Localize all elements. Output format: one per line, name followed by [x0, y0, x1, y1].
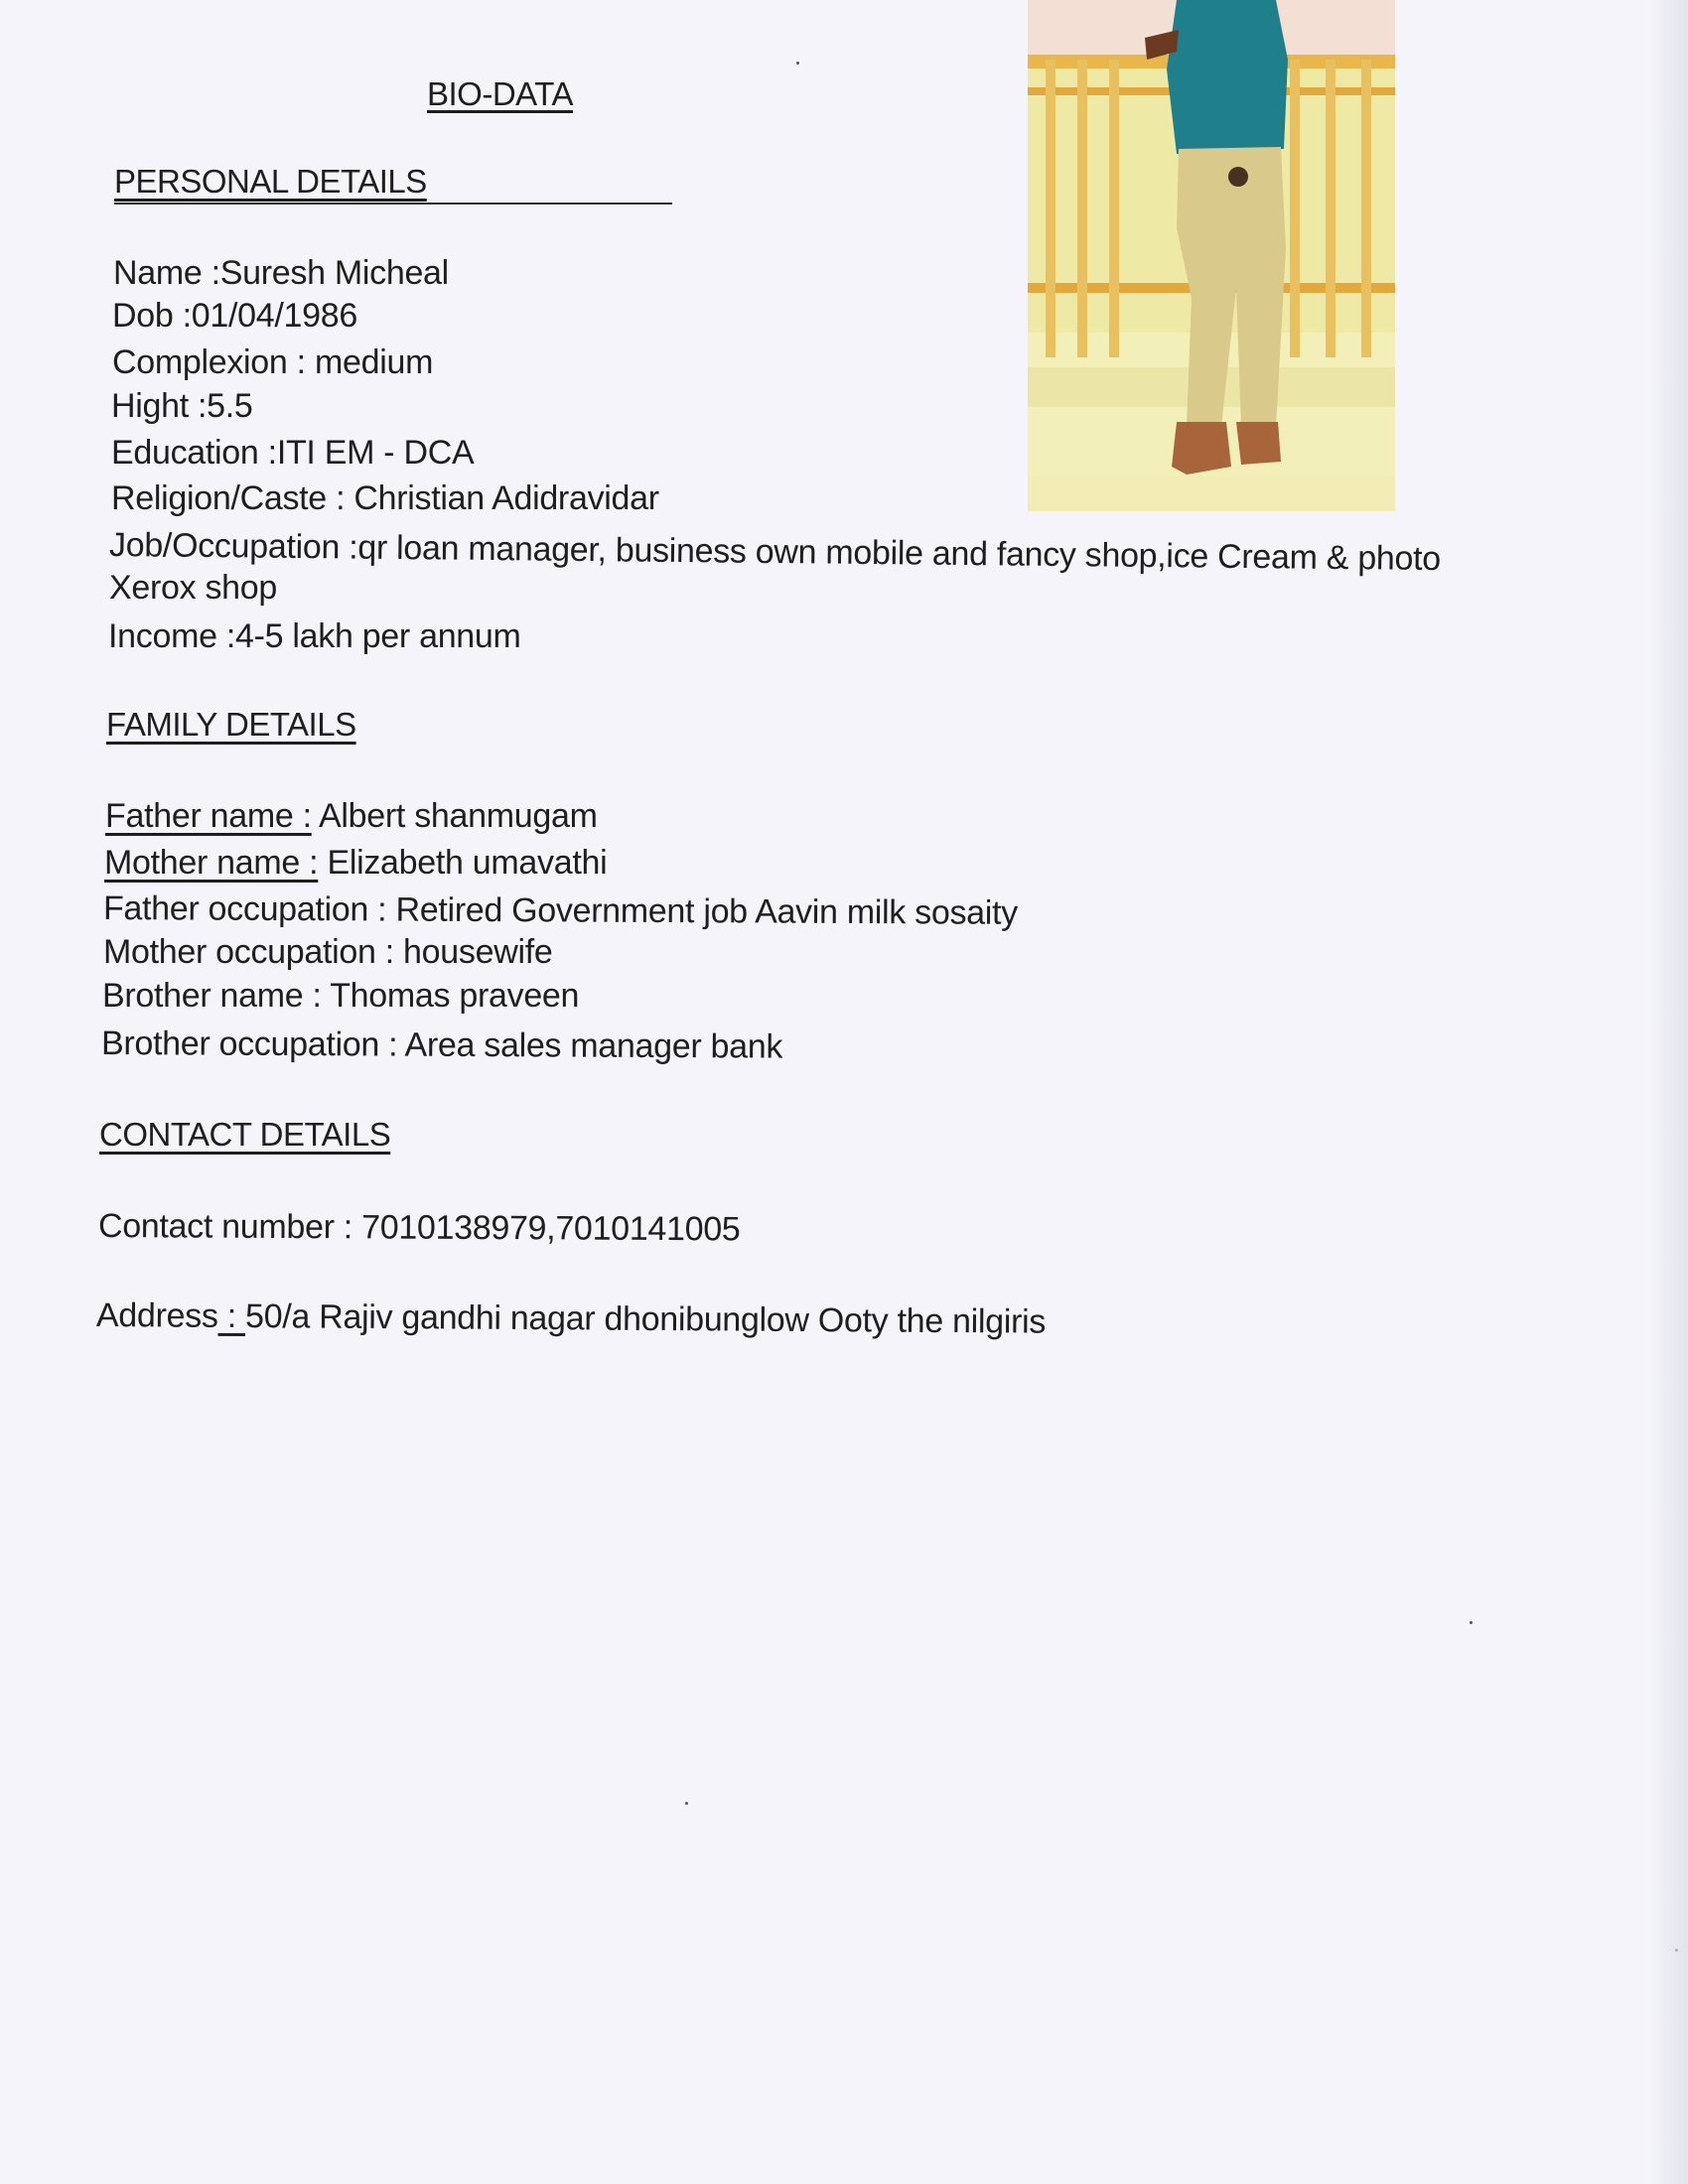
contact-details-heading: CONTACT DETAILS: [99, 1116, 391, 1153]
brother-occupation-line: Brother occupation : Area sales manager bank: [100, 1024, 783, 1066]
scan-speck: [796, 62, 799, 65]
scan-speck: [1470, 1621, 1473, 1624]
address-line: [96, 1297, 1046, 1342]
job-line: Job/Occupation :qr loan manager, business own mobile and fancy shop,ice Cream & photo: [108, 526, 1442, 579]
dob-line: Dob :01/04/1986: [112, 297, 357, 335]
mother-name-line: [104, 844, 607, 883]
person-photo: [1028, 0, 1395, 511]
mother-occupation-line: Mother occupation : housewife: [103, 933, 553, 971]
page-title: BIO-DATA: [427, 75, 573, 112]
education-line: Education :ITI EM - DCA: [111, 434, 475, 472]
heading-rule: [114, 203, 672, 205]
name-line: Name :Suresh Micheal: [113, 254, 449, 292]
father-occupation-line: Father occupation : Retired Government job Aavin milk sosaity: [102, 889, 1019, 932]
family-details-heading: FAMILY DETAILS: [106, 706, 356, 743]
income-line: Income :4-5 lakh per annum: [108, 617, 521, 655]
personal-details-heading: PERSONAL DETAILS: [114, 163, 427, 200]
father-name-value: Albert shanmugam: [311, 797, 598, 835]
person-photo-icon: [1028, 0, 1395, 511]
address-label: Address: [95, 1297, 218, 1335]
scan-edge-shadow: [1648, 0, 1688, 2184]
job-line-continued: Xerox shop: [109, 569, 277, 607]
brother-name-line: Brother name : Thomas praveen: [102, 977, 580, 1015]
father-name-label: Father name :: [105, 797, 312, 835]
father-name-line: [105, 797, 598, 836]
address-separator: :: [217, 1297, 246, 1336]
scan-speck: [685, 1802, 688, 1805]
address-value: 50/a Rajiv gandhi nagar dhonibunglow Ooty the nilgiris: [244, 1297, 1047, 1341]
height-line: Hight :5.5: [111, 387, 253, 425]
complexion-line: Complexion : medium: [112, 343, 434, 381]
religion-line: Religion/Caste : Christian Adidravidar: [111, 479, 659, 517]
mother-name-label: Mother name :: [104, 844, 319, 882]
mother-name-value: Elizabeth umavathi: [318, 844, 608, 882]
contact-number-line: Contact number : 7010138979,7010141005: [97, 1207, 741, 1249]
